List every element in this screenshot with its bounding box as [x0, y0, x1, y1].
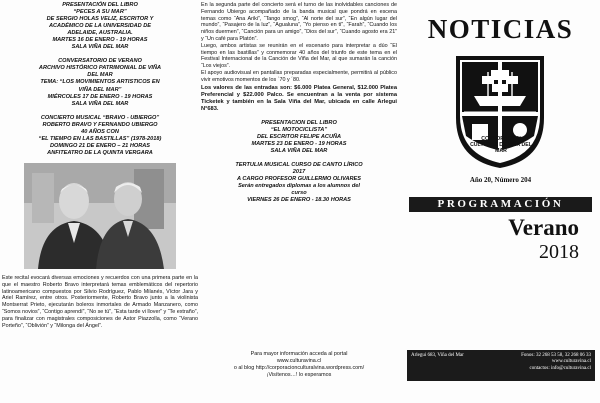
- event-line: TEMA: “LOS MOVIMIENTOS ARTISTICOS EN: [40, 79, 160, 86]
- footer-address: Arlegui 683, Viña del Mar: [411, 353, 464, 358]
- cover-column: [401, 0, 600, 403]
- footer-phones: Fonos: 32 268 53 58, 32 268 06 33: [521, 353, 591, 358]
- event-book-peces: [2, 2, 198, 51]
- left-column: [2, 2, 198, 329]
- event-tertulia-musical: [201, 162, 397, 204]
- crest-text: CORPORACION CULTURAL DE VIÑA DEL MAR: [470, 136, 532, 154]
- event-line: SALA VIÑA DEL MAR: [270, 147, 328, 154]
- event-line: SALA VIÑA DEL MAR: [71, 100, 129, 107]
- event-line: 40 AÑOS CON: [81, 128, 119, 135]
- event-line: SALA VIÑA DEL MAR: [71, 44, 129, 51]
- website-link[interactable]: www.culturavina.cl: [276, 357, 322, 364]
- event-line: TERTULIA MUSICAL CURSO DE CANTO LÍRICO: [235, 161, 363, 168]
- artists-photo: [24, 163, 176, 269]
- event-line: MARTES 16 DE ENERO - 19 HORAS: [52, 37, 148, 44]
- season-title: Verano: [508, 215, 579, 240]
- masthead-title: NOTICIAS: [427, 14, 574, 44]
- concert-part2: En la segunda parte del concierto será el turno de las inolvidables canciones de Fernando Ubiergo acompañado de la banda musical que pondrá en escena temas como “Ana Ariki”, “Tango smog”, “Al norte del sur”, “En algún lugar del mundo”, “Pasajero de la luz”, “Agualuna”, “Yo pienso en tí”, “Farah”, “Cuando los niños duermen”, “Canción para un amigo”, “Dios del sur”, “Cuando agosto era 21” y “Un café para Platón”.: [201, 2, 397, 42]
- issue-number: Año 20, Número 204: [469, 176, 532, 184]
- contact-info: [201, 351, 397, 379]
- event-line: VIÑA DEL MAR”: [78, 86, 122, 93]
- concert-description: Este recital evocará diversas emociones y recuerdos con una primera parte en la que el maestro Roberto Bravo interpretará temas emblemáticos del repertorio latinoamericano compuestos por Silvio Rodríguez, Pablo Milanés, Víctor Jara y Ariel Ramírez, entre otros. Posteriormente, Roberto Bravo junto a la violinista Montserrat Prieto, ejecutarán boleros inmortales de Armado Manzanero, como “Somos novios”, “Contigo aprendí”, “No se tú”, “Esta tarde vi llover” y “Te extraño”, para finalizar con magistrales composiciones de Astor Piazzolla, como “Verano Porteño”, “Oblivión” y “Milonga del Ángel”.: [2, 274, 198, 329]
- concert-part3: Luego, ambos artistas se reunirán en el escenario para interpretar a dúo “El tiempo en las bastillas” y conmemorar 40 años del triunfo de este tema en el Festival Internacional de la Canción de Viña del Mar, al que sumarán la canción “Los viejos”.: [201, 42, 397, 70]
- ship-icon: [474, 96, 526, 106]
- event-line: MARTES 23 DE ENERO - 19 HORAS: [251, 140, 347, 147]
- event-book-motociclista: [201, 120, 397, 155]
- event-line: 2017: [292, 168, 306, 175]
- ticket-prices: Los valores de las entradas son: $6.000 Platea General, $12.000 Platea Preferencial y $22.000 Palco. Se encuentran a la venta por sistema Ticketek y también en la Sala Viña del Mar, ubicada en calle Arlegui N°683.: [201, 84, 397, 112]
- event-line: A CARGO PROFESOR GUILLERMO OLIVARES: [237, 175, 361, 182]
- event-line: DOMINGO 21 DE ENERO – 21 HORAS: [49, 142, 151, 149]
- event-line: PRESENTACIÓN DEL LIBRO: [62, 2, 138, 8]
- event-line: “PECES A SU MAR”: [73, 9, 127, 16]
- season-year: 2018: [539, 241, 579, 263]
- blog-link[interactable]: o al blog http://corporacionculturalvina.wordpress.com/: [233, 364, 365, 371]
- event-line: Serán entregados diplomas a los alumnos del: [238, 182, 360, 189]
- event-line: ADELAIDE, AUSTRALIA.: [67, 30, 133, 37]
- contact-line: Para mayor información acceda al portal: [250, 351, 348, 357]
- castle-icon: [513, 123, 527, 137]
- event-line: “EL TIEMPO EN LAS BASTILLAS” (1978-2018): [38, 135, 162, 142]
- contact-line: ¡Visítenos…! lo esperamos: [266, 371, 332, 378]
- event-conversatorio: [2, 58, 198, 107]
- footer-web[interactable]: www.culturavina.cl: [551, 359, 591, 365]
- middle-column: [201, 2, 397, 211]
- event-line: curso: [291, 189, 307, 196]
- artists-photo-image: [24, 163, 176, 269]
- event-line: ANFITEATRO DE LA QUINTA VERGARA: [47, 149, 153, 156]
- event-line: “EL MOTOCICLISTA”: [270, 126, 328, 133]
- event-line: DE SERGIO HOLAS VELIZ, ESCRITOR Y: [46, 16, 154, 23]
- event-line: ARCHIVO HISTÓRICO PATRIMONIAL DE VIÑA: [38, 65, 162, 72]
- event-line: PRESENTACION DEL LIBRO: [261, 119, 337, 126]
- event-line: ROBERTO BRAVO Y FERNANDO UBIERGO: [42, 121, 158, 128]
- event-line: DEL ESCRITOR FELIPE ACUÑA: [256, 133, 342, 140]
- event-concierto-bravo-ubiergo: [2, 115, 198, 157]
- event-line: DEL MAR: [87, 72, 113, 79]
- event-line: CONVERSATORIO DE VERANO: [58, 58, 142, 65]
- programming-band: PROGRAMACIÓN: [409, 197, 592, 212]
- event-line: MIÉRCOLES 17 DE ENERO - 19 HORAS: [47, 93, 153, 100]
- event-line: CONCIERTO MUSICAL “BRAVO - UBIERGO”: [40, 114, 160, 121]
- event-line: ACADÉMICO DE LA UNIVERSIDAD DE: [48, 23, 152, 30]
- cover-footer: [407, 350, 595, 381]
- footer-email[interactable]: contactos: info@culturavina.cl: [529, 365, 591, 371]
- concert-part4: El apoyo audiovisual en pantallas preparadas especialmente, permitirá al público vivir emotivos momentos de los ´70 y ´80.: [201, 69, 397, 83]
- footer-contact: [521, 353, 591, 372]
- event-line: VIERNES 26 DE ENERO - 18.30 HORAS: [247, 197, 351, 204]
